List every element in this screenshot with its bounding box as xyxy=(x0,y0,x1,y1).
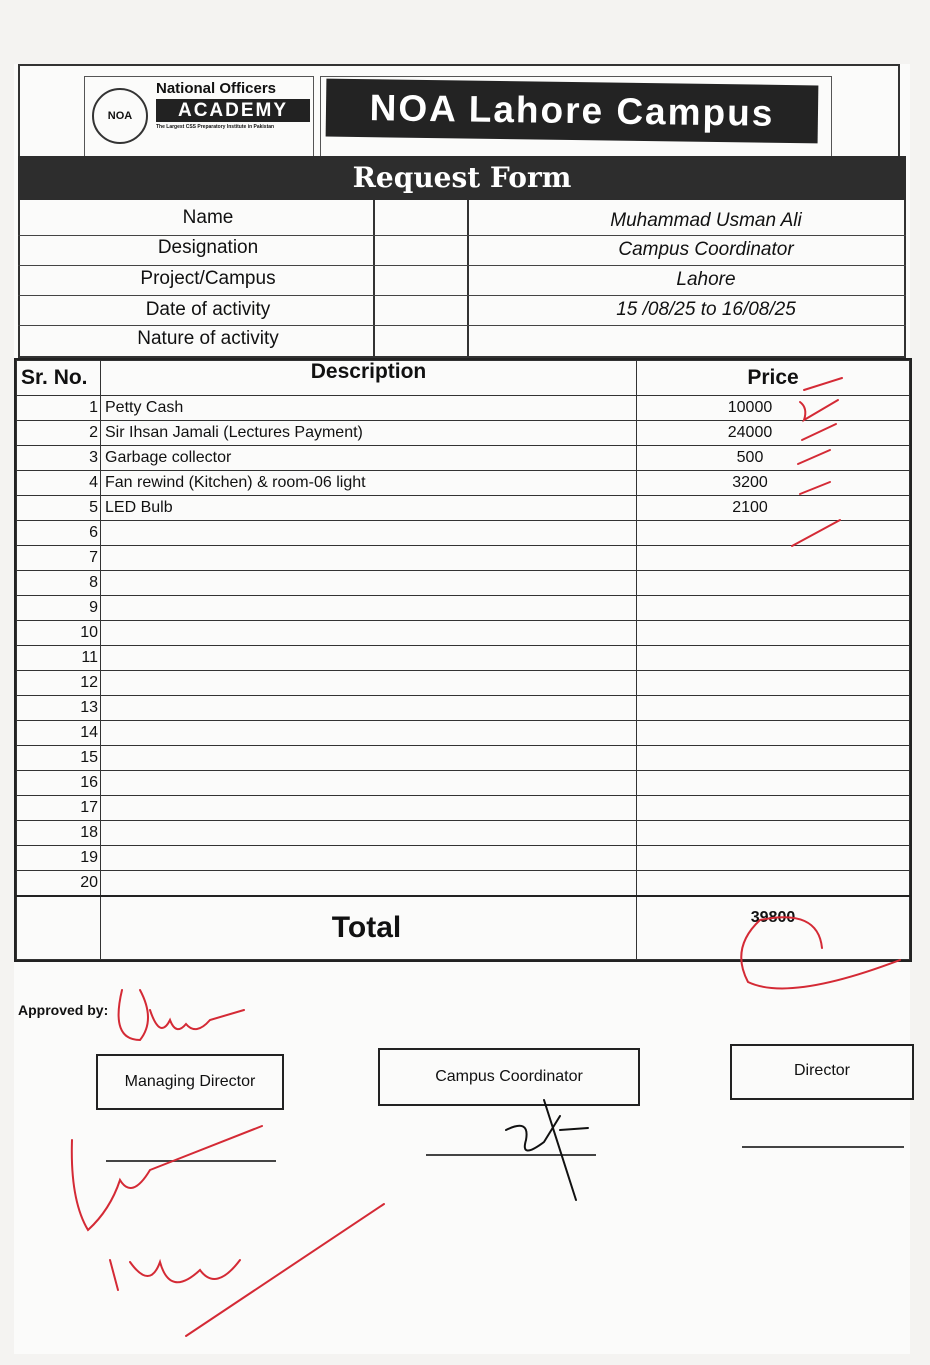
description-cell xyxy=(101,571,637,596)
price-cell xyxy=(637,571,910,596)
info-row-designation xyxy=(18,236,906,266)
price-cell: 2100 xyxy=(637,496,910,521)
campus-title: NOA Lahore Campus xyxy=(326,79,819,144)
description-cell: Garbage collector xyxy=(101,446,637,471)
price-cell xyxy=(637,721,910,746)
info-value: 15 /08/25 to 16/08/25 xyxy=(616,299,796,320)
sr-no-cell: 10 xyxy=(17,621,101,646)
table-row xyxy=(17,621,910,646)
description-cell xyxy=(101,621,637,646)
sr-no-cell: 17 xyxy=(17,796,101,821)
total-spacer xyxy=(17,896,101,960)
info-label: Project/Campus xyxy=(140,268,276,289)
description-cell xyxy=(101,746,637,771)
director-box xyxy=(730,1044,914,1100)
campus-coordinator-signature-line xyxy=(426,1154,596,1156)
sr-no-cell: 5 xyxy=(17,496,101,521)
sr-no-cell: 3 xyxy=(17,446,101,471)
table-header-row xyxy=(17,361,910,396)
logo-tagline: The Largest CSS Preparatory Institute in Pakistan xyxy=(156,124,275,130)
info-label: Name xyxy=(182,207,234,228)
info-value: Lahore xyxy=(676,269,736,290)
logo-line1: National Officers xyxy=(156,80,277,97)
info-label: Date of activity xyxy=(145,299,271,320)
price-cell xyxy=(637,521,910,546)
managing-director-label: Managing Director xyxy=(124,1073,256,1090)
price-cell xyxy=(637,621,910,646)
description-cell xyxy=(101,546,637,571)
logo-line2: ACADEMY xyxy=(156,99,310,122)
price-cell xyxy=(637,696,910,721)
description-cell xyxy=(101,871,637,897)
sr-no-cell: 20 xyxy=(17,871,101,897)
price-cell xyxy=(637,671,910,696)
description-cell xyxy=(101,846,637,871)
price-cell: 24000 xyxy=(637,421,910,446)
description-cell xyxy=(101,796,637,821)
price-cell xyxy=(637,871,910,897)
description-cell: Sir Ihsan Jamali (Lectures Payment) xyxy=(101,421,637,446)
sr-no-cell: 13 xyxy=(17,696,101,721)
description-cell xyxy=(101,696,637,721)
info-row-name xyxy=(18,206,906,236)
items-table xyxy=(14,358,912,962)
sr-no-header: Sr. No. xyxy=(17,361,101,396)
description-cell xyxy=(101,646,637,671)
sr-no-cell: 16 xyxy=(17,771,101,796)
table-row xyxy=(17,821,910,846)
price-cell xyxy=(637,846,910,871)
description-cell: Petty Cash xyxy=(101,396,637,421)
academy-seal-icon: NOA xyxy=(92,88,148,144)
price-cell xyxy=(637,746,910,771)
description-header: Description xyxy=(101,361,637,396)
director-label: Director xyxy=(793,1062,850,1079)
sr-no-cell: 12 xyxy=(17,671,101,696)
price-cell xyxy=(637,771,910,796)
info-label: Nature of activity xyxy=(137,328,279,349)
director-signature-line xyxy=(742,1146,904,1148)
total-value: 39800 xyxy=(637,896,910,960)
table-row xyxy=(17,471,910,496)
sr-no-cell: 1 xyxy=(17,396,101,421)
campus-coordinator-box xyxy=(378,1048,640,1106)
table-row xyxy=(17,846,910,871)
table-row xyxy=(17,546,910,571)
price-cell: 10000 xyxy=(637,396,910,421)
managing-director-box xyxy=(96,1054,284,1110)
sr-no-cell: 4 xyxy=(17,471,101,496)
description-cell xyxy=(101,771,637,796)
description-cell xyxy=(101,671,637,696)
sr-no-cell: 7 xyxy=(17,546,101,571)
table-row xyxy=(17,796,910,821)
campus-coordinator-label: Campus Coordinator xyxy=(435,1068,583,1085)
table-row xyxy=(17,421,910,446)
info-row-project xyxy=(18,266,906,296)
sr-no-cell: 11 xyxy=(17,646,101,671)
table-row xyxy=(17,696,910,721)
price-cell xyxy=(637,646,910,671)
info-value: Campus Coordinator xyxy=(618,239,794,260)
total-label: Total xyxy=(101,896,637,960)
sr-no-cell: 2 xyxy=(17,421,101,446)
price-cell xyxy=(637,821,910,846)
description-cell xyxy=(101,521,637,546)
table-row xyxy=(17,871,910,897)
price-header: Price xyxy=(637,361,910,396)
table-row xyxy=(17,596,910,621)
approved-by-label: Approved by: xyxy=(18,1002,109,1018)
sr-no-cell: 6 xyxy=(17,521,101,546)
sr-no-cell: 19 xyxy=(17,846,101,871)
sr-no-cell: 15 xyxy=(17,746,101,771)
table-row xyxy=(17,671,910,696)
managing-director-signature-line xyxy=(106,1160,276,1162)
sr-no-cell: 9 xyxy=(17,596,101,621)
description-cell xyxy=(101,721,637,746)
sr-no-cell: 18 xyxy=(17,821,101,846)
description-cell xyxy=(101,596,637,621)
description-cell xyxy=(101,821,637,846)
sr-no-cell: 14 xyxy=(17,721,101,746)
table-row xyxy=(17,746,910,771)
info-value: Muhammad Usman Ali xyxy=(610,210,802,231)
table-row xyxy=(17,646,910,671)
description-cell: LED Bulb xyxy=(101,496,637,521)
info-row-nature xyxy=(18,326,906,356)
sr-no-cell: 8 xyxy=(17,571,101,596)
description-cell: Fan rewind (Kitchen) & room-06 light xyxy=(101,471,637,496)
table-row xyxy=(17,496,910,521)
form-title: Request Form xyxy=(18,156,906,200)
table-row xyxy=(17,396,910,421)
price-cell: 500 xyxy=(637,446,910,471)
table-row xyxy=(17,721,910,746)
table-row xyxy=(17,521,910,546)
total-row xyxy=(17,896,910,960)
price-cell: 3200 xyxy=(637,471,910,496)
table-row xyxy=(17,571,910,596)
table-row xyxy=(17,446,910,471)
price-cell xyxy=(637,546,910,571)
info-row-date xyxy=(18,296,906,326)
price-cell xyxy=(637,796,910,821)
info-label: Designation xyxy=(157,237,259,258)
table-row xyxy=(17,771,910,796)
price-cell xyxy=(637,596,910,621)
